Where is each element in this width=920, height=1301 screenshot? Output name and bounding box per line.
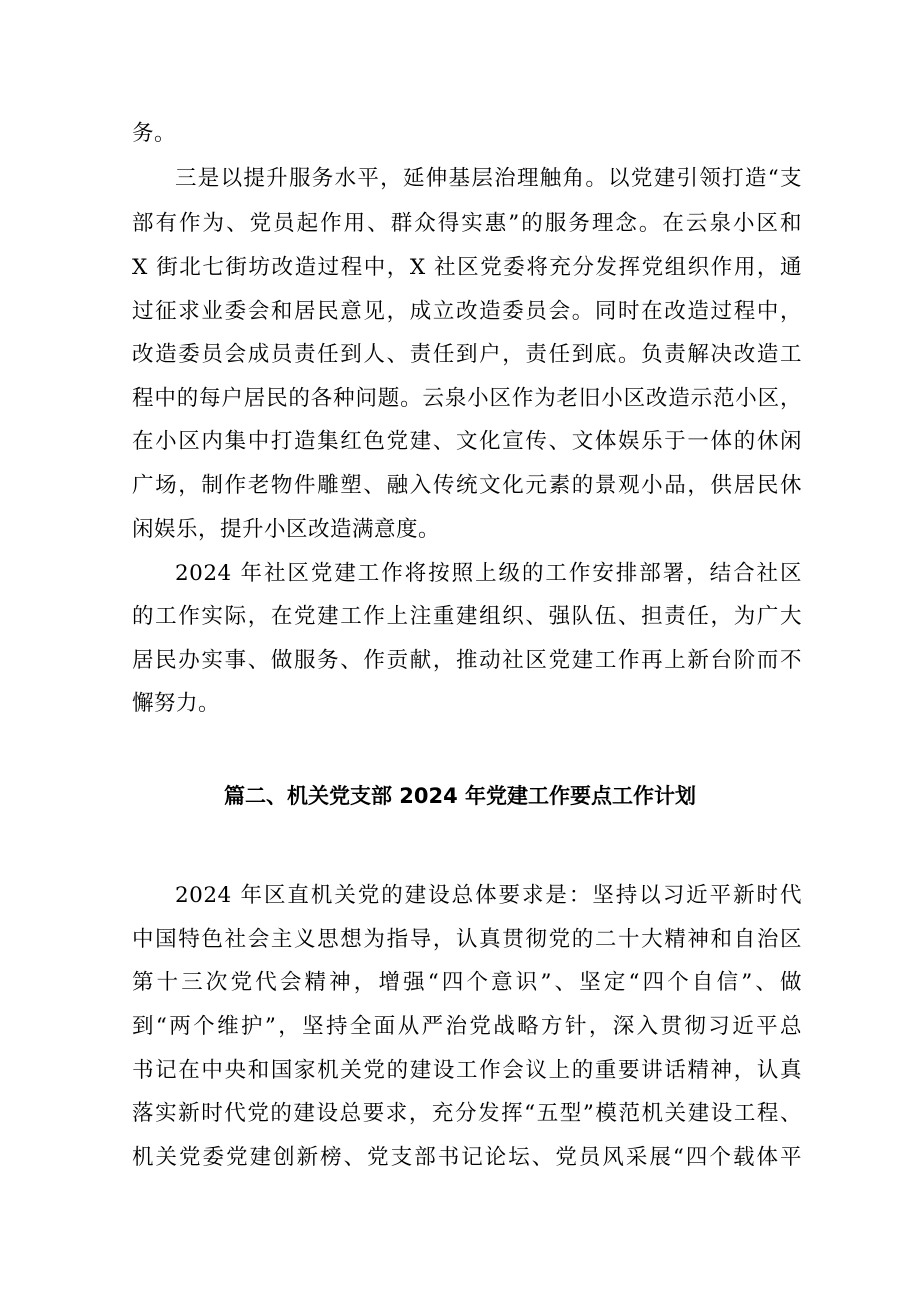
text-line: 在小区内集中打造集红色党建、文化宣传、文体娱乐于一体的休闲	[132, 429, 802, 454]
text-line: 程中的每户居民的各种问题。云泉小区作为老旧小区改造示范小区，	[132, 386, 802, 411]
text-line: X 街北七街坊改造过程中，X 社区党委将充分发挥党组织作用，通	[132, 255, 802, 280]
text-line: 机关党委党建创新榜、党支部书记论坛、党员风采展“四个载体平	[132, 1145, 802, 1170]
text-line: 闲娱乐，提升小区改造满意度。	[132, 517, 441, 542]
text-line: 2024 年社区党建工作将按照上级的工作安排部署，结合社区	[175, 561, 802, 586]
text-line: 过征求业委会和居民意见，成立改造委员会。同时在改造过程中，	[132, 299, 802, 324]
text-line: 务。	[132, 121, 177, 146]
text-line: 到“两个维护”，坚持全面从严治党战略方针，深入贯彻习近平总	[132, 1014, 802, 1039]
section-heading: 篇二、机关党支部 2024 年党建工作要点工作计划	[223, 784, 697, 808]
text-line: 书记在中央和国家机关党的建设工作会议上的重要讲话精神，认真	[132, 1058, 802, 1083]
text-line: 懈努力。	[132, 691, 221, 716]
text-line: 的工作实际，在党建工作上注重建组织、强队伍、担责任，为广大	[132, 604, 802, 629]
text-line: 第十三次党代会精神，增强“四个意识”、坚定“四个自信”、做	[132, 970, 802, 995]
text-line: 2024 年区直机关党的建设总体要求是：坚持以习近平新时代	[175, 883, 802, 908]
text-line: 部有作为、党员起作用、群众得实惠”的服务理念。在云泉小区和	[132, 211, 802, 236]
text-line: 居民办实事、做服务、作贡献，推动社区党建工作再上新台阶而不	[132, 648, 802, 673]
text-line: 中国特色社会主义思想为指导，认真贯彻党的二十大精神和自治区	[132, 927, 802, 952]
text-line: 广场，制作老物件雕塑、融入传统文化元素的景观小品，供居民休	[132, 473, 802, 498]
text-line: 改造委员会成员责任到人、责任到户，责任到底。负责解决改造工	[132, 342, 802, 367]
text-line: 三是以提升服务水平，延伸基层治理触角。以党建引领打造“支	[175, 166, 802, 191]
text-line: 落实新时代党的建设总要求，充分发挥“五型”模范机关建设工程、	[132, 1101, 802, 1126]
